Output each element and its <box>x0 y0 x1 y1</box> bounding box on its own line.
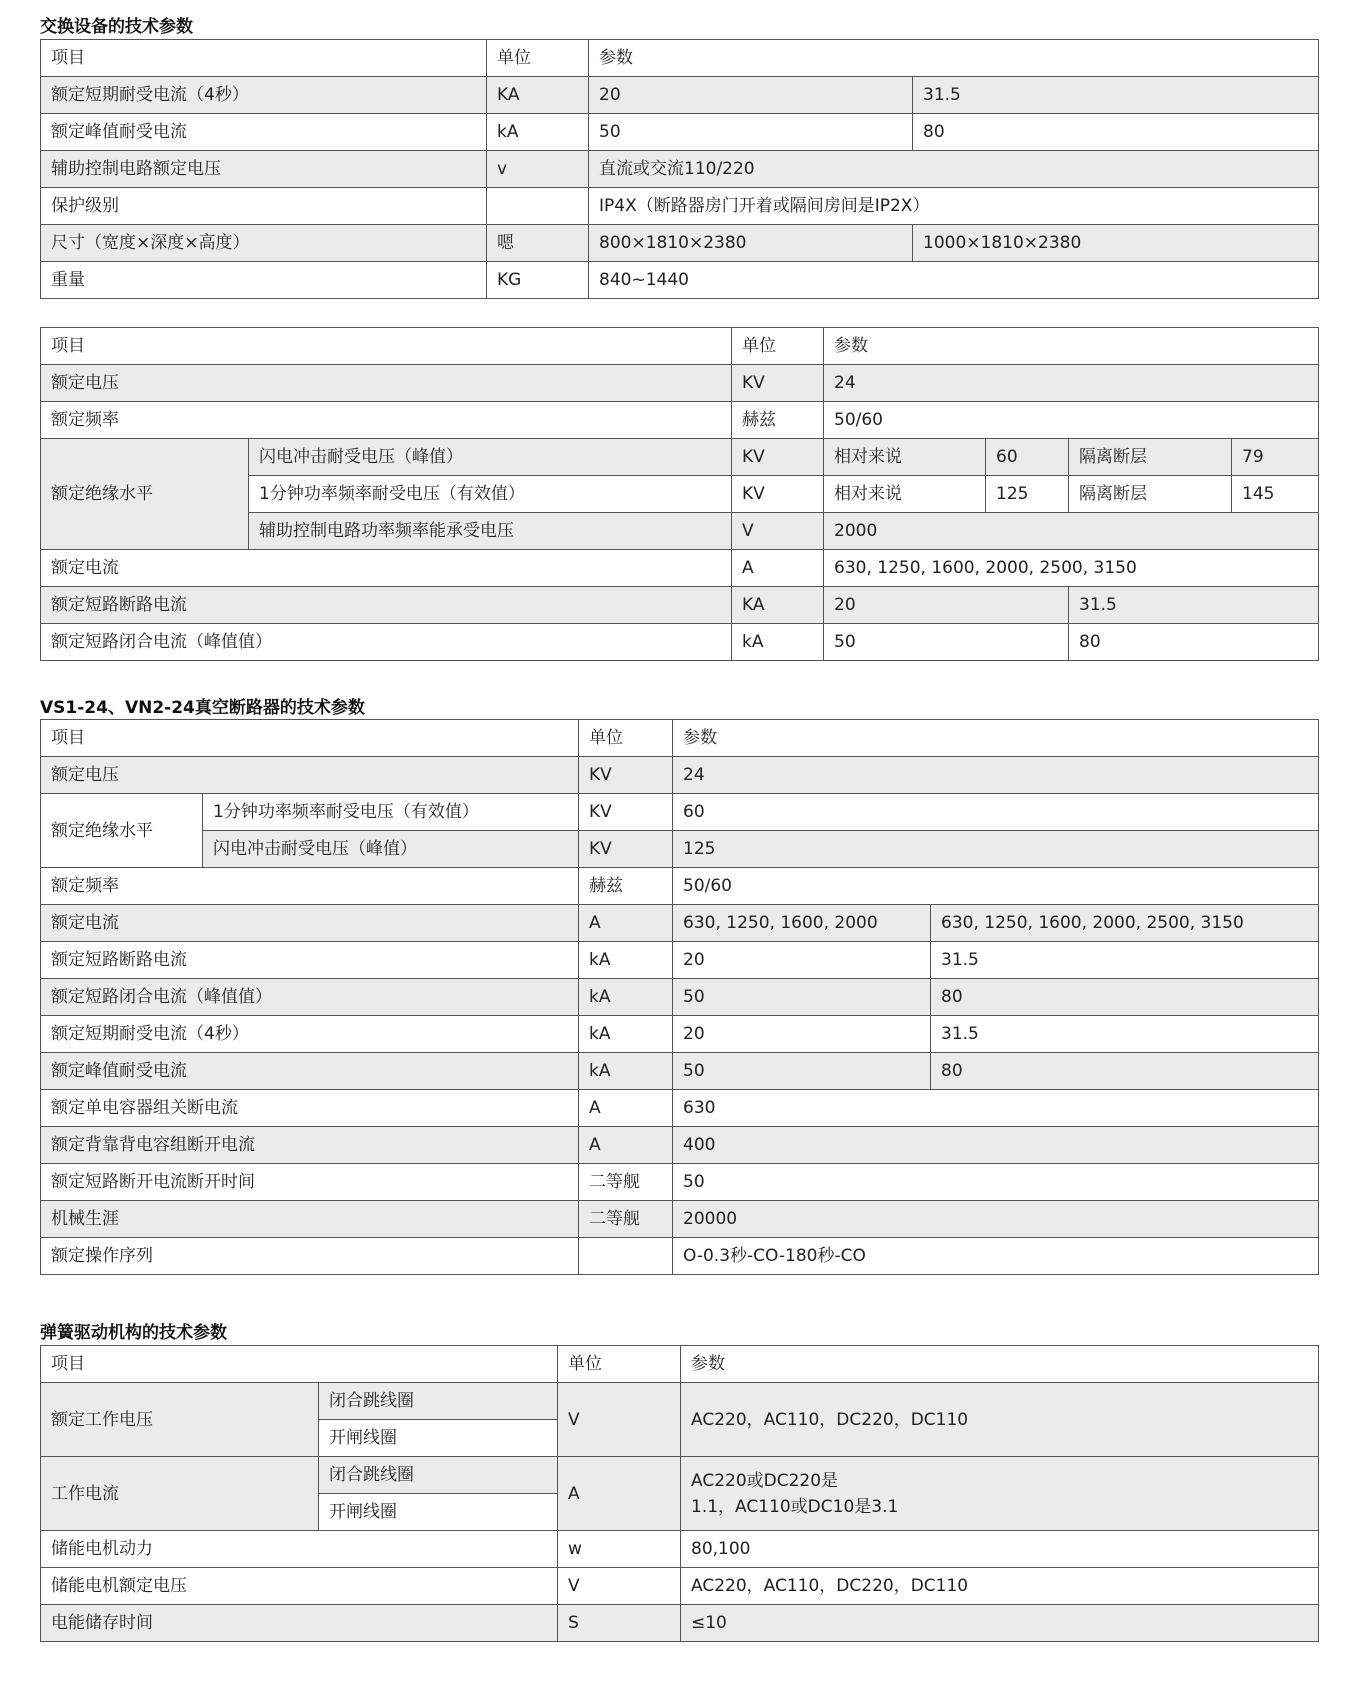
row-value: 20 <box>673 1016 931 1053</box>
row-unit: kA <box>579 979 673 1016</box>
table-row <box>41 151 1319 188</box>
table-row <box>41 550 1319 587</box>
row-value: 80 <box>931 1053 1319 1090</box>
table-row <box>41 262 1319 299</box>
section-title-vacuum-breaker: VS1-24、VN2-24真空断路器的技术参数 <box>40 698 365 718</box>
table-switchgear-params <box>40 39 1319 299</box>
row-item: 额定电压 <box>41 365 732 402</box>
table-row <box>41 794 1319 831</box>
section-title-spring-mechanism: 弹簧驱动机构的技术参数 <box>40 1323 227 1343</box>
table-header-row <box>41 328 1319 365</box>
row-value: 2000 <box>824 513 1319 550</box>
row-unit: A <box>579 1090 673 1127</box>
row-value: 隔离断层 <box>1069 476 1232 513</box>
row-value: 79 <box>1232 439 1319 476</box>
row-value: 50 <box>673 1164 1319 1201</box>
header-unit: 单位 <box>558 1346 681 1383</box>
row-unit: kA <box>579 942 673 979</box>
header-params: 参数 <box>681 1346 1319 1383</box>
row-value: 80 <box>1069 624 1319 661</box>
row-unit: kA <box>579 1016 673 1053</box>
row-value: 145 <box>1232 476 1319 513</box>
header-item: 项目 <box>41 328 732 365</box>
row-value: 1000×1810×2380 <box>913 225 1319 262</box>
section-title-switchgear: 交换设备的技术参数 <box>40 17 193 37</box>
row-unit: 二等舰 <box>579 1201 673 1238</box>
table-header-row <box>41 40 1319 77</box>
table-row <box>41 188 1319 225</box>
row-item: 机械生涯 <box>41 1201 579 1238</box>
row-value: 50 <box>673 979 931 1016</box>
row-item: 额定电压 <box>41 757 579 794</box>
table-row <box>41 1457 1319 1494</box>
row-subitem: 闭合跳线圈 <box>319 1457 558 1494</box>
table-row <box>41 1568 1319 1605</box>
row-value: 31.5 <box>1069 587 1319 624</box>
row-unit: kA <box>732 624 824 661</box>
row-unit: KG <box>487 262 589 299</box>
row-value: 20 <box>589 77 913 114</box>
row-item: 额定峰值耐受电流 <box>41 114 487 151</box>
row-value: 隔离断层 <box>1069 439 1232 476</box>
row-unit: KV <box>732 476 824 513</box>
row-value-line: 1.1，AC110或DC10是3.1 <box>691 1496 899 1517</box>
row-value: 630, 1250, 1600, 2000, 2500, 3150 <box>824 550 1319 587</box>
row-unit: KA <box>487 77 589 114</box>
table-row <box>41 1605 1319 1642</box>
table-row <box>41 942 1319 979</box>
row-subitem: 闭合跳线圈 <box>319 1383 558 1420</box>
table-row <box>41 1238 1319 1275</box>
table-row <box>41 1016 1319 1053</box>
row-subitem: 开闸线圈 <box>319 1494 558 1531</box>
row-unit: v <box>487 151 589 188</box>
row-unit: A <box>558 1457 681 1531</box>
row-item: 额定电流 <box>41 550 732 587</box>
table-row <box>41 587 1319 624</box>
row-value: 24 <box>824 365 1319 402</box>
row-subitem: 辅助控制电路功率频率能承受电压 <box>249 513 732 550</box>
table-row <box>41 979 1319 1016</box>
row-value: 相对来说 <box>824 439 986 476</box>
row-value: 125 <box>986 476 1069 513</box>
row-subitem: 闪电冲击耐受电压（峰值） <box>203 831 579 868</box>
table-row <box>41 1531 1319 1568</box>
row-unit: KV <box>732 365 824 402</box>
row-item: 额定短期耐受电流（4秒） <box>41 1016 579 1053</box>
row-unit: w <box>558 1531 681 1568</box>
table-row <box>41 114 1319 151</box>
row-item: 尺寸（宽度×深度×高度） <box>41 225 487 262</box>
row-item: 保护级别 <box>41 188 487 225</box>
row-value: 直流或交流110/220 <box>589 151 1319 188</box>
row-item: 额定短期耐受电流（4秒） <box>41 77 487 114</box>
row-item: 额定频率 <box>41 402 732 439</box>
header-unit: 单位 <box>579 720 673 757</box>
row-item: 额定峰值耐受电流 <box>41 1053 579 1090</box>
row-item: 储能电机动力 <box>41 1531 558 1568</box>
table-row <box>41 831 1319 868</box>
row-item: 额定单电容器组关断电流 <box>41 1090 579 1127</box>
row-item: 额定短路断开电流断开时间 <box>41 1164 579 1201</box>
row-unit: V <box>558 1383 681 1457</box>
row-value: 60 <box>986 439 1069 476</box>
row-value: 31.5 <box>913 77 1319 114</box>
row-unit: KV <box>579 757 673 794</box>
table-vacuum-breaker-params <box>40 719 1319 1275</box>
row-value: 400 <box>673 1127 1319 1164</box>
header-unit: 单位 <box>487 40 589 77</box>
row-value: 相对来说 <box>824 476 986 513</box>
row-item-group: 额定工作电压 <box>41 1383 319 1457</box>
row-subitem: 开闸线圈 <box>319 1420 558 1457</box>
table-row <box>41 868 1319 905</box>
row-value: 31.5 <box>931 942 1319 979</box>
row-unit: KV <box>579 794 673 831</box>
row-value: ≤10 <box>681 1605 1319 1642</box>
row-item: 额定背靠背电容组断开电流 <box>41 1127 579 1164</box>
row-value: 80,100 <box>681 1531 1319 1568</box>
header-item: 项目 <box>41 720 579 757</box>
header-params: 参数 <box>589 40 1319 77</box>
row-unit: A <box>732 550 824 587</box>
header-params: 参数 <box>824 328 1319 365</box>
row-subitem: 闪电冲击耐受电压（峰值） <box>249 439 732 476</box>
row-item: 额定频率 <box>41 868 579 905</box>
table-row <box>41 757 1319 794</box>
row-value: 630, 1250, 1600, 2000 <box>673 905 931 942</box>
table-row <box>41 1090 1319 1127</box>
row-item: 电能储存时间 <box>41 1605 558 1642</box>
row-value: AC220，AC110，DC220，DC110 <box>681 1383 1319 1457</box>
row-value: 125 <box>673 831 1319 868</box>
header-unit: 单位 <box>732 328 824 365</box>
table-spring-mechanism-params <box>40 1345 1319 1642</box>
row-value: 50 <box>673 1053 931 1090</box>
table-header-row <box>41 1346 1319 1383</box>
table-row <box>41 77 1319 114</box>
header-item: 项目 <box>41 1346 558 1383</box>
row-value: 50 <box>589 114 913 151</box>
table-row <box>41 624 1319 661</box>
row-value: 50 <box>824 624 1069 661</box>
row-item: 额定操作序列 <box>41 1238 579 1275</box>
row-unit: A <box>579 905 673 942</box>
row-unit: kA <box>579 1053 673 1090</box>
table-rated-params-24kv <box>40 327 1319 661</box>
row-value: 50/60 <box>824 402 1319 439</box>
row-unit: kA <box>487 114 589 151</box>
table-row <box>41 1164 1319 1201</box>
table-row <box>41 225 1319 262</box>
row-item: 辅助控制电路额定电压 <box>41 151 487 188</box>
row-item-group: 工作电流 <box>41 1457 319 1531</box>
row-value: 80 <box>931 979 1319 1016</box>
row-unit: 赫兹 <box>579 868 673 905</box>
table-row <box>41 1383 1319 1420</box>
row-value: 630, 1250, 1600, 2000, 2500, 3150 <box>931 905 1319 942</box>
row-unit <box>579 1238 673 1275</box>
table-row <box>41 439 1319 476</box>
row-item: 额定短路断路电流 <box>41 587 732 624</box>
row-item: 额定短路闭合电流（峰值值） <box>41 979 579 1016</box>
row-value-line: AC220或DC220是 <box>691 1470 839 1491</box>
row-item: 额定短路闭合电流（峰值值） <box>41 624 732 661</box>
row-value: 20000 <box>673 1201 1319 1238</box>
table-header-row <box>41 720 1319 757</box>
row-item: 重量 <box>41 262 487 299</box>
row-value: 840~1440 <box>589 262 1319 299</box>
row-unit: KA <box>732 587 824 624</box>
table-row <box>41 1053 1319 1090</box>
table-row <box>41 365 1319 402</box>
row-value: AC220，AC110，DC220，DC110 <box>681 1568 1319 1605</box>
row-unit: 赫兹 <box>732 402 824 439</box>
row-item-group: 额定绝缘水平 <box>41 794 203 868</box>
row-value: 20 <box>673 942 931 979</box>
row-item: 储能电机额定电压 <box>41 1568 558 1605</box>
row-value: 20 <box>824 587 1069 624</box>
row-value: IP4X（断路器房门开着或隔间房间是IP2X） <box>589 188 1319 225</box>
header-item: 项目 <box>41 40 487 77</box>
row-value: 24 <box>673 757 1319 794</box>
row-subitem: 1分钟功率频率耐受电压（有效值） <box>203 794 579 831</box>
row-value <box>681 1457 1319 1531</box>
row-unit: 二等舰 <box>579 1164 673 1201</box>
row-item: 额定短路断路电流 <box>41 942 579 979</box>
header-params: 参数 <box>673 720 1319 757</box>
table-row <box>41 1127 1319 1164</box>
row-item: 额定电流 <box>41 905 579 942</box>
row-unit: S <box>558 1605 681 1642</box>
table-row <box>41 402 1319 439</box>
table-row <box>41 905 1319 942</box>
row-value: 60 <box>673 794 1319 831</box>
row-subitem: 1分钟功率频率耐受电压（有效值） <box>249 476 732 513</box>
row-value: 50/60 <box>673 868 1319 905</box>
row-unit: A <box>579 1127 673 1164</box>
row-value: 630 <box>673 1090 1319 1127</box>
row-unit: KV <box>579 831 673 868</box>
row-unit: KV <box>732 439 824 476</box>
row-unit: V <box>558 1568 681 1605</box>
row-unit: 嗯 <box>487 225 589 262</box>
row-unit <box>487 188 589 225</box>
row-value: 31.5 <box>931 1016 1319 1053</box>
row-item-group: 额定绝缘水平 <box>41 439 249 550</box>
row-unit: V <box>732 513 824 550</box>
row-value: 80 <box>913 114 1319 151</box>
row-value: 800×1810×2380 <box>589 225 913 262</box>
table-row <box>41 1201 1319 1238</box>
row-value: O-0.3秒-CO-180秒-CO <box>673 1238 1319 1275</box>
